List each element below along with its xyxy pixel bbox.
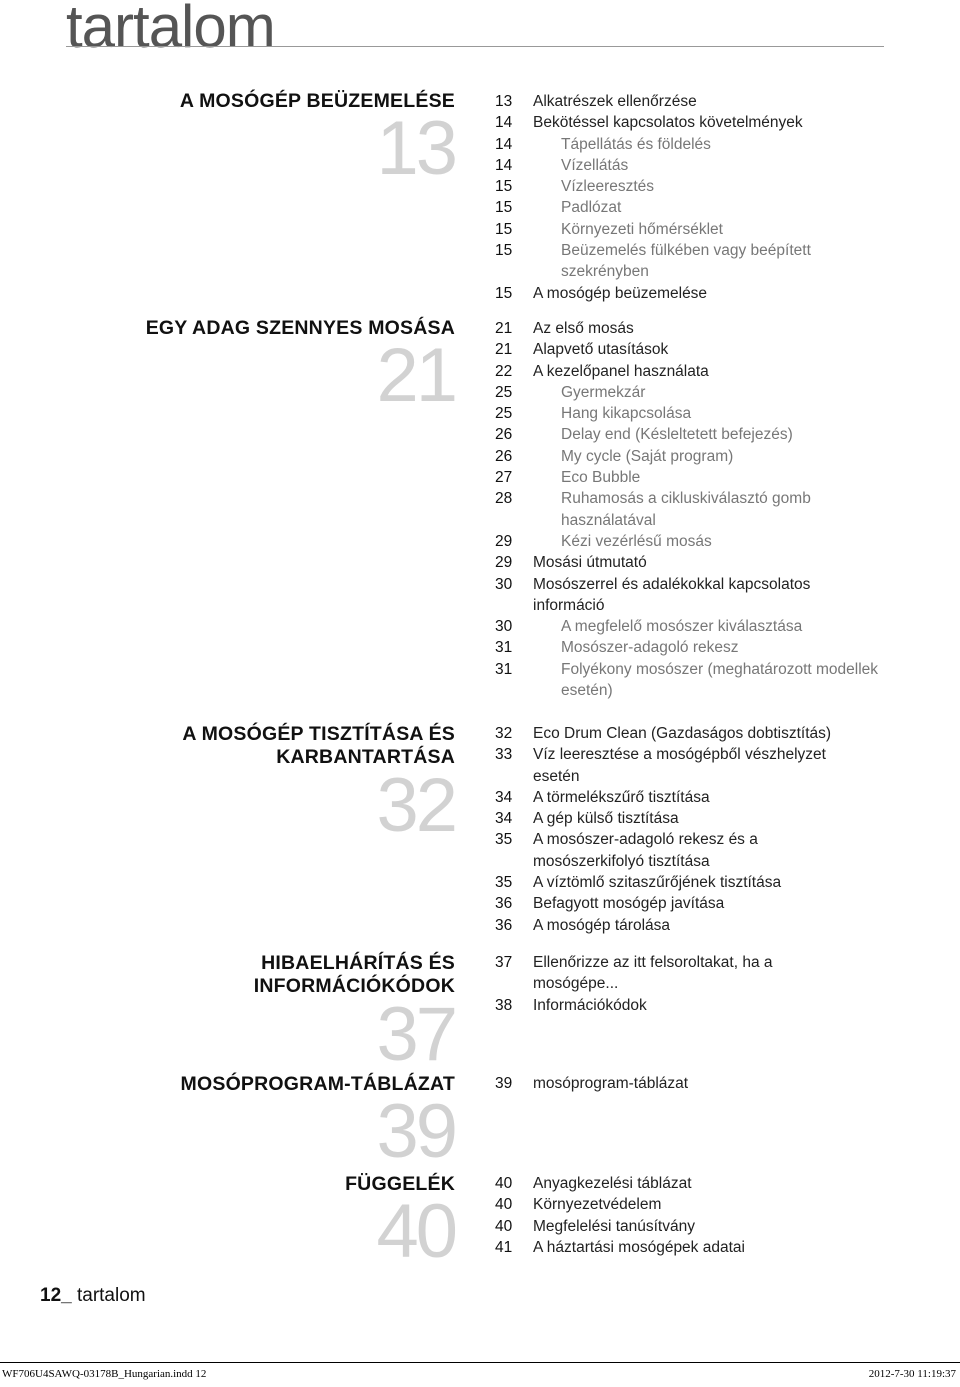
- toc-entry-page: 13: [495, 93, 513, 110]
- toc-entry-page: 40: [495, 1196, 513, 1214]
- toc-entry[interactable]: [0, 893, 900, 914]
- toc-entry[interactable]: [0, 361, 900, 382]
- toc-entry[interactable]: [0, 155, 900, 176]
- toc-entry-text: Folyékony mosószer (meghatározott modellek: [561, 660, 879, 678]
- toc-entry-text: Kézi vezérlésű mosás: [561, 532, 712, 550]
- toc-entry[interactable]: [0, 973, 900, 994]
- section-page-number: 13: [376, 106, 455, 191]
- toc-entry-page: 15: [495, 178, 513, 196]
- toc-entry-text: Vízellátás: [561, 156, 629, 174]
- section-heading-line: A MOSÓGÉP TISZTÍTÁSA ÉS: [182, 723, 455, 745]
- toc-entry-text: Információkódok: [533, 996, 647, 1014]
- toc-entry[interactable]: [0, 403, 900, 424]
- toc-entry[interactable]: [0, 552, 900, 573]
- toc-entry-page: 31: [495, 660, 513, 678]
- toc-entry-text: Víz leeresztése a mosógépből vészhelyzet: [533, 746, 826, 764]
- toc-entry[interactable]: [0, 915, 900, 936]
- toc-entry-text: A gép külső tisztítása: [533, 810, 679, 828]
- toc-entry-text: A megfelelő mosószer kiválasztása: [561, 618, 803, 636]
- toc-entry-text: esetén): [561, 682, 613, 700]
- toc-entry[interactable]: [0, 851, 900, 872]
- section-heading-line: INFORMÁCIÓKÓDOK: [253, 975, 455, 997]
- toc-entry[interactable]: [0, 787, 900, 808]
- toc-entry-text: szekrényben: [561, 263, 649, 281]
- toc-entry-page: 15: [495, 199, 513, 217]
- toc-entry-page: 26: [495, 426, 513, 444]
- toc-entry[interactable]: [0, 744, 900, 765]
- toc-entry[interactable]: [0, 808, 900, 829]
- toc-entry-text: Ellenőrizze az itt felsoroltakat, ha a: [533, 954, 773, 971]
- toc-entry[interactable]: [0, 1073, 900, 1094]
- toc-entry[interactable]: [0, 574, 900, 595]
- toc-entry-text: A víztömlő szitaszűrőjének tisztítása: [533, 874, 782, 892]
- toc-entry-text: Hang kikapcsolása: [561, 405, 692, 423]
- footer-label: tartalom: [76, 1285, 146, 1306]
- toc-entry-text: Tápellátás és földelés: [561, 135, 711, 153]
- toc-entry[interactable]: [0, 1237, 900, 1258]
- toc-entry-text: információ: [533, 596, 605, 614]
- section-heading-line: MOSÓPROGRAM-TÁBLÁZAT: [180, 1073, 455, 1095]
- toc-entry-text: Alapvető utasítások: [533, 341, 669, 359]
- toc-entry[interactable]: [0, 995, 900, 1016]
- toc-entry[interactable]: [0, 134, 900, 155]
- toc-entry-page: 41: [495, 1238, 513, 1256]
- section-page-number: 37: [376, 992, 455, 1077]
- page-footer: [40, 1285, 146, 1307]
- toc-entry-text: Mosószer-adagoló rekesz: [561, 639, 739, 657]
- toc-list: [0, 91, 900, 304]
- toc-entry-page: 36: [495, 895, 513, 913]
- toc-list: [0, 318, 900, 701]
- toc-entry-text: Ruhamosás a cikluskiválasztó gomb: [561, 490, 811, 508]
- toc-entry-text: mosószerkifolyó tisztítása: [533, 852, 710, 870]
- toc-entry[interactable]: [0, 680, 900, 701]
- toc-entry[interactable]: [0, 283, 900, 304]
- toc-entry-page: 21: [495, 320, 513, 337]
- toc-entry-page: 36: [495, 916, 513, 934]
- toc-list: [0, 1073, 900, 1094]
- toc-entry[interactable]: [0, 952, 900, 973]
- toc-entry[interactable]: [0, 659, 900, 680]
- toc-entry-text: Bekötéssel kapcsolatos követelmények: [533, 114, 803, 132]
- toc-entry-page: 25: [495, 383, 513, 401]
- toc-entry-page: 27: [495, 469, 513, 487]
- toc-entry[interactable]: [0, 1194, 900, 1215]
- toc-entry-page: 15: [495, 242, 513, 260]
- toc-entry-page: 26: [495, 447, 513, 465]
- toc-entry-page: 25: [495, 405, 513, 423]
- toc-entry[interactable]: [0, 510, 900, 531]
- toc-entry-text: Eco Bubble: [561, 469, 641, 487]
- toc-entry-text: Vízleeresztés: [561, 178, 655, 196]
- title-rule: [66, 46, 884, 47]
- toc-entry[interactable]: [0, 637, 900, 658]
- toc-entry-page: 33: [495, 746, 513, 764]
- toc-entry-text: Alkatrészek ellenőrzése: [533, 93, 697, 110]
- toc-entry-page: 38: [495, 996, 513, 1014]
- toc-entry-page: 15: [495, 284, 513, 302]
- toc-entry[interactable]: [0, 261, 900, 282]
- toc-entry[interactable]: [0, 112, 900, 133]
- toc-entry[interactable]: [0, 176, 900, 197]
- section-heading-line: A MOSÓGÉP BEÜZEMELÉSE: [179, 90, 455, 112]
- toc-entry-text: A mosógép beüzemelése: [533, 284, 708, 302]
- toc-entry-text: Delay end (Késleltetett befejezés): [561, 426, 793, 444]
- toc-entry[interactable]: [0, 91, 900, 112]
- toc-entry-text: Környezetvédelem: [533, 1196, 662, 1214]
- toc-list: [0, 1173, 900, 1258]
- toc-entry[interactable]: [0, 240, 900, 261]
- toc-entry-text: A törmelékszűrő tisztítása: [533, 788, 710, 806]
- toc-entry[interactable]: [0, 197, 900, 218]
- toc-entry-text: Beüzemelés fülkében vagy beépített: [561, 242, 811, 260]
- toc-entry-text: A mosógép tárolása: [533, 916, 671, 934]
- toc-entry-text: használatával: [561, 511, 656, 529]
- section-page-number: 32: [376, 763, 455, 848]
- toc-entry-page: 32: [495, 725, 513, 742]
- toc-entry-page: 30: [495, 618, 513, 636]
- section-page-number: 21: [376, 333, 455, 418]
- toc-entry-text: esetén: [533, 767, 580, 785]
- toc-entry[interactable]: [0, 723, 900, 744]
- toc-entry-text: mosógépe...: [533, 975, 619, 993]
- slug-file: WF706U4SAWQ-03178B_Hungarian.indd 12: [2, 1368, 207, 1380]
- toc-entry-page: 14: [495, 114, 513, 132]
- toc-entry-text: Padlózat: [561, 199, 622, 217]
- crop-line: [0, 1362, 960, 1363]
- toc-entry[interactable]: [0, 872, 900, 893]
- toc-entry-page: 14: [495, 135, 513, 153]
- toc-entry[interactable]: [0, 1216, 900, 1237]
- toc-entry[interactable]: [0, 616, 900, 637]
- toc-entry-page: 40: [495, 1175, 513, 1192]
- toc-entry-page: 35: [495, 831, 513, 849]
- toc-entry-text: Az első mosás: [533, 320, 634, 337]
- toc-entry[interactable]: [0, 446, 900, 467]
- toc-entry-page: 29: [495, 532, 513, 550]
- toc-entry-page: 35: [495, 874, 513, 892]
- toc-entry-page: 29: [495, 554, 513, 572]
- toc-entry[interactable]: [0, 382, 900, 403]
- toc-list: [0, 723, 900, 936]
- toc-entry-page: 39: [495, 1075, 513, 1092]
- toc-list: [0, 952, 900, 1016]
- section-page-number: 39: [376, 1089, 455, 1174]
- toc-entry-text: Befagyott mosógép javítása: [533, 895, 725, 913]
- toc-entry[interactable]: [0, 467, 900, 488]
- toc-entry-text: mosóprogram-táblázat: [533, 1075, 689, 1092]
- toc-entry-page: 28: [495, 490, 513, 508]
- toc-entry[interactable]: [0, 766, 900, 787]
- toc-entry-page: 37: [495, 954, 513, 971]
- toc-entry[interactable]: [0, 339, 900, 360]
- toc-entry-page: 40: [495, 1217, 513, 1235]
- toc-entry-text: Mosási útmutató: [533, 554, 647, 572]
- toc-entry[interactable]: [0, 488, 900, 509]
- toc-entry-page: 30: [495, 575, 513, 593]
- toc-entry-page: 15: [495, 220, 513, 238]
- toc-entry-page: 34: [495, 788, 513, 806]
- section-heading-line: HIBAELHÁRÍTÁS ÉS: [261, 952, 455, 974]
- toc-entry[interactable]: [0, 219, 900, 240]
- toc-entry-text: Környezeti hőmérséklet: [561, 220, 723, 238]
- toc-entry-text: Megfelelési tanúsítvány: [533, 1217, 695, 1235]
- toc-entry-text: Anyagkezelési táblázat: [533, 1175, 692, 1192]
- toc-entry[interactable]: [0, 318, 900, 339]
- toc-entry-text: Mosószerrel és adalékokkal kapcsolatos: [533, 575, 811, 593]
- toc-entry-text: A mosószer-adagoló rekesz és a: [533, 831, 758, 849]
- toc-entry-page: 14: [495, 156, 513, 174]
- section-heading-line: EGY ADAG SZENNYES MOSÁSA: [145, 317, 455, 339]
- toc-entry[interactable]: [0, 1173, 900, 1194]
- toc-entry[interactable]: [0, 829, 900, 850]
- toc-entry-page: 22: [495, 362, 513, 380]
- toc-entry[interactable]: [0, 595, 900, 616]
- footer-page-number: 12_: [40, 1285, 72, 1306]
- toc-entry[interactable]: [0, 531, 900, 552]
- section-heading-line: KARBANTARTÁSA: [276, 746, 455, 768]
- page-title: tartalom: [66, 0, 275, 60]
- toc-entry[interactable]: [0, 424, 900, 445]
- slug-timestamp: 2012-7-30 11:19:37: [868, 1368, 956, 1380]
- toc-entry-text: A kezelőpanel használata: [533, 362, 709, 380]
- toc-entry-text: A háztartási mosógépek adatai: [533, 1238, 745, 1256]
- section-page-number: 40: [376, 1189, 455, 1274]
- toc-entry-page: 34: [495, 810, 513, 828]
- toc-entry-text: Gyermekzár: [561, 383, 646, 401]
- toc-entry-text: Eco Drum Clean (Gazdaságos dobtisztítás): [533, 725, 832, 742]
- toc-entry-text: My cycle (Saját program): [561, 447, 734, 465]
- toc-entry-page: 21: [495, 341, 513, 359]
- section-heading-line: FÜGGELÉK: [345, 1173, 455, 1195]
- toc-entry-page: 31: [495, 639, 513, 657]
